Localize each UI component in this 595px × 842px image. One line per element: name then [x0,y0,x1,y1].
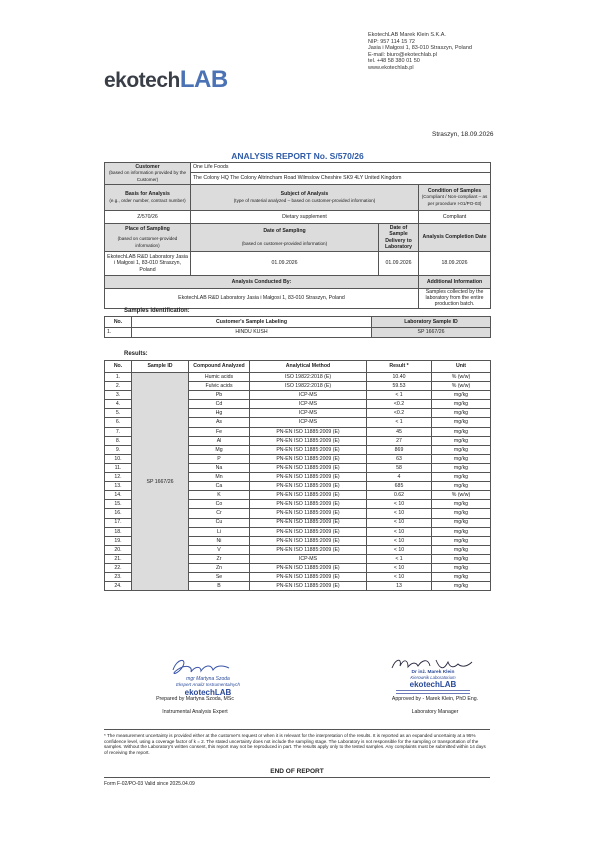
right-stamp [378,654,488,698]
result-cell-no: 11. [105,463,132,472]
result-cell-unit: % (w/w) [432,373,491,382]
customer-address: The Colony HQ The Colony Altrincham Road Wilmslow Cheshire SK9 4LY United Kingdom [191,173,491,185]
result-cell-unit: % (w/w) [432,382,491,391]
company-line: E-mail: biuro@ekotechlab.pl [368,51,437,58]
result-cell-method: PN-EN ISO 11885:2009 (E) [250,427,367,436]
result-cell-compound: Hg [189,409,250,418]
result-cell-value: < 10 [367,536,432,545]
result-cell-unit: mg/kg [432,436,491,445]
result-cell-value: <0.2 [367,400,432,409]
samples-cell-no: 1. [105,328,132,338]
table-row [105,373,491,382]
result-cell-method: PN-EN ISO 11885:2009 (E) [250,527,367,536]
result-cell-unit: mg/kg [432,582,491,591]
date-delivery-label: Date of Sample Delivery to Laboratory [379,224,419,252]
condition-label: Condition of Samples [427,188,482,195]
results-header-method: Analytical Method [250,361,367,373]
result-cell-method: ICP-MS [250,409,367,418]
left-stamp-line2: Ekspert Analiz Instrumentalnych [175,682,241,687]
result-cell-compound: Al [189,436,250,445]
result-cell-value: 0.62 [367,491,432,500]
result-cell-unit: mg/kg [432,500,491,509]
results-header-compound: Compound Analyzed [189,361,250,373]
uncertainty-footnote: * The measurement uncertainty is provided either at the customer's request or when it is relevant for the interpretation of the results. It is reported as an expanded uncertainty at a 95% confidence level, using a coverage factor of k = 2. The stated uncertainty does not include the sampling stage. The Laboratory is not responsible for the sampling or transportation of the samples. Without the Laboratory's written consent, this report may not be reproduced in part. The results apply only to the tested samples. Any complaints must be submitted within 14 days of receiving the report. [104,729,490,755]
result-cell-compound: Na [189,463,250,472]
date-sampling-label-cell [191,224,379,252]
samples-cell-labeling: HINDU KUSH [132,328,372,338]
result-cell-compound: K [189,491,250,500]
result-cell-value: 869 [367,445,432,454]
result-cell-no: 19. [105,536,132,545]
result-cell-compound: Cd [189,400,250,409]
logo-text-right: LAB [179,66,228,93]
condition-label-cell [419,185,491,211]
result-cell-method: PN-EN ISO 11885:2009 (E) [250,473,367,482]
company-line: Jasia i Małgosi 1, 83-010 Straszyn, Poland [368,45,472,52]
result-cell-no: 4. [105,400,132,409]
result-cell-value: 685 [367,482,432,491]
basis-label: Basis for Analysis [125,191,170,198]
subject-value: Dietary supplement [191,211,419,224]
result-cell-unit: mg/kg [432,536,491,545]
result-cell-unit: mg/kg [432,400,491,409]
result-cell-value: 45 [367,427,432,436]
samples-header-labeling: Customer's Sample Labeling [132,317,372,328]
result-cell-method: PN-EN ISO 11885:2009 (E) [250,518,367,527]
customer-label: Customer [135,164,160,171]
left-stamp-line1: mgr Martyna Szoda [186,676,230,682]
condition-value: Compliant [419,211,491,224]
result-cell-value: 4 [367,473,432,482]
samples-cell-lab-id: SP 1667/26 [372,328,491,338]
table-row [105,328,491,338]
place-label: Place of Sampling [125,226,170,233]
date-sampling-value: 01.09.2026 [191,252,379,276]
results-header-sample-id: Sample ID [132,361,189,373]
result-cell-unit: mg/kg [432,573,491,582]
result-cell-compound: Ca [189,482,250,491]
result-cell-method: ICP-MS [250,418,367,427]
result-cell-value: 27 [367,436,432,445]
result-cell-value: 58 [367,463,432,472]
result-cell-no: 10. [105,454,132,463]
basis-value: Z/570/26 [105,211,191,224]
date-sampling-sub: (based on customer-provided information) [241,240,328,246]
result-cell-method: PN-EN ISO 11885:2009 (E) [250,445,367,454]
completion-value: 18.09.2026 [419,252,491,276]
result-cell-method: ICP-MS [250,391,367,400]
result-cell-compound: As [189,418,250,427]
result-cell-compound: Se [189,573,250,582]
logo-text-left: ekotech [104,69,180,92]
customer-name: One Life Foods [191,163,491,173]
result-cell-unit: mg/kg [432,509,491,518]
result-cell-method: ICP-MS [250,554,367,563]
result-cell-value: < 1 [367,418,432,427]
result-cell-method: PN-EN ISO 11885:2009 (E) [250,436,367,445]
completion-label: Analysis Completion Date [419,224,491,252]
result-cell-method: ISO 19822:2018 (E) [250,382,367,391]
result-cell-no: 20. [105,545,132,554]
customer-label-cell [105,163,191,185]
results-header-unit: Unit [432,361,491,373]
result-cell-unit: mg/kg [432,463,491,472]
result-cell-no: 7. [105,427,132,436]
result-cell-compound: Fulvic acids [189,382,250,391]
result-cell-no: 23. [105,573,132,582]
right-role: Laboratory Manager [411,709,459,715]
date-delivery-value: 01.09.2026 [379,252,419,276]
additional-value: Samples collected by the laboratory from the entire production batch. [419,289,491,309]
result-cell-value: <0.2 [367,409,432,418]
result-cell-no: 6. [105,418,132,427]
result-cell-compound: Pb [189,391,250,400]
company-line: www.ekotechlab.pl [368,64,414,71]
left-role: Instrumental Analysis Expert [162,709,228,715]
samples-header-lab-id: Laboratory Sample ID [372,317,491,328]
result-cell-no: 18. [105,527,132,536]
right-approved: Approved by - Marek Klein, PhD Eng. [391,696,479,702]
company-logo [104,66,228,94]
samples-header-no: No. [105,317,132,328]
result-cell-unit: mg/kg [432,473,491,482]
additional-label: Additional Information [419,276,491,289]
company-line: tel. +48 58 380 01 50 [368,58,420,65]
result-cell-value: 13 [367,582,432,591]
samples-table [104,316,491,338]
result-cell-compound: Ni [189,536,250,545]
result-cell-no: 9. [105,445,132,454]
result-cell-compound: Fe [189,427,250,436]
samples-section-title: Samples identification: [124,308,190,314]
result-cell-no: 15. [105,500,132,509]
subject-label-cell [191,185,419,211]
subject-sub: (type of material analyzed – based on customer-provided information) [233,197,376,203]
company-line: EkotechLAB Marek Klein S.K.A. [368,32,446,38]
result-cell-no: 3. [105,391,132,400]
results-table [104,360,491,591]
result-cell-method: PN-EN ISO 11885:2009 (E) [250,463,367,472]
result-cell-method: PN-EN ISO 11885:2009 (E) [250,582,367,591]
result-cell-compound: Li [189,527,250,536]
result-cell-method: PN-EN ISO 11885:2009 (E) [250,500,367,509]
result-cell-value: < 1 [367,391,432,400]
result-cell-compound: Mn [189,473,250,482]
result-cell-compound: Cr [189,509,250,518]
result-cell-method: PN-EN ISO 11885:2009 (E) [250,536,367,545]
right-stamp-line1: Dr inż. Marek Klein [411,670,455,675]
results-section-title: Results: [124,351,148,357]
result-cell-compound: B [189,582,250,591]
result-cell-method: PN-EN ISO 11885:2009 (E) [250,491,367,500]
result-cell-compound: Co [189,500,250,509]
result-cell-unit: mg/kg [432,545,491,554]
result-cell-no: 2. [105,382,132,391]
result-cell-value: 63 [367,454,432,463]
result-cell-value: < 1 [367,554,432,563]
result-cell-unit: mg/kg [432,563,491,572]
right-stamp-line2: Kierownik Laboratorium [410,675,456,680]
place-date: Straszyn, 18.09.2026 [432,131,494,138]
result-cell-method: PN-EN ISO 11885:2009 (E) [250,482,367,491]
result-cell-method: PN-EN ISO 11885:2009 (E) [250,454,367,463]
conducted-label: Analysis Conducted By: [105,276,419,289]
result-cell-compound: Zn [189,563,250,572]
result-cell-unit: mg/kg [432,518,491,527]
left-prepared: Prepared by Martyna Szoda, MSc [156,696,234,702]
result-cell-no: 13. [105,482,132,491]
result-cell-unit: % (w/w) [432,491,491,500]
result-cell-unit: mg/kg [432,391,491,400]
basis-sub: (e.g., order number, contract number) [109,197,186,203]
result-cell-unit: mg/kg [432,482,491,491]
result-cell-compound: Mg [189,445,250,454]
stamp-divider [396,693,470,694]
result-cell-value: < 10 [367,518,432,527]
result-cell-no: 22. [105,563,132,572]
result-cell-compound: Zr [189,554,250,563]
place-sub: (based on customer-provided information) [117,236,178,248]
place-label-cell [105,224,191,252]
result-cell-value: < 10 [367,573,432,582]
result-cell-method: ISO 19822:2018 (E) [250,373,367,382]
end-of-report: END OF REPORT [104,768,490,778]
result-cell-value: < 10 [367,527,432,536]
result-cell-no: 14. [105,491,132,500]
place-value: EkotechLAB R&D Laboratory Jasia i Małgosi 1, 83-010 Straszyn, Poland [105,252,191,276]
form-id: Form F-02/PO-03 Valid since 2025.04.09 [104,781,195,787]
basis-label-cell [105,185,191,211]
conducted-value: EkotechLAB R&D Laboratory Jasia i Małgosi 1, 83-010 Straszyn, Poland [105,289,419,309]
report-info-table [104,162,491,309]
result-cell-compound: Cu [189,518,250,527]
result-cell-no: 12. [105,473,132,482]
result-cell-unit: mg/kg [432,554,491,563]
results-header-no: No. [105,361,132,373]
result-cell-no: 16. [105,509,132,518]
report-title: ANALYSIS REPORT No. S/570/26 [231,151,364,161]
result-cell-unit: mg/kg [432,427,491,436]
result-cell-no: 21. [105,554,132,563]
signature-szoda-icon [143,656,273,678]
result-cell-compound: Humic acids [189,373,250,382]
customer-sub: (based on information provided by the Customer) [108,170,187,182]
result-cell-compound: V [189,545,250,554]
date-sampling-label: Date of Sampling [263,228,306,235]
result-cell-value: 59.53 [367,382,432,391]
result-cell-method: ICP-MS [250,400,367,409]
result-cell-no: 24. [105,582,132,591]
result-cell-value: 10.40 [367,373,432,382]
result-cell-unit: mg/kg [432,445,491,454]
result-cell-no: 1. [105,373,132,382]
result-cell-no: 17. [105,518,132,527]
result-cell-value: < 10 [367,509,432,518]
result-cell-compound: P [189,454,250,463]
result-cell-value: < 10 [367,563,432,572]
result-cell-unit: mg/kg [432,527,491,536]
result-cell-unit: mg/kg [432,418,491,427]
left-stamp-logo: ekotechLAB [184,688,232,697]
result-cell-no: 5. [105,409,132,418]
result-cell-method: PN-EN ISO 11885:2009 (E) [250,563,367,572]
result-cell-value: < 10 [367,545,432,554]
subject-label: Subject of Analysis [280,191,329,198]
right-stamp-logo: ekotechLAB [409,680,457,689]
result-cell-method: PN-EN ISO 11885:2009 (E) [250,573,367,582]
result-cell-method: PN-EN ISO 11885:2009 (E) [250,509,367,518]
result-cell-unit: mg/kg [432,454,491,463]
result-cell-method: PN-EN ISO 11885:2009 (E) [250,545,367,554]
condition-sub: (Compliant / Non-compliant – as per procedure I-01/PO-03) [421,194,488,206]
result-cell-no: 8. [105,436,132,445]
results-header-result: Result * [367,361,432,373]
result-cell-unit: mg/kg [432,409,491,418]
company-info [368,32,472,72]
result-cell-value: < 10 [367,500,432,509]
company-line: NIP: 957 114 15 72 [368,38,415,45]
stamp-divider [396,690,470,691]
result-cell-sample-id: SP 1667/26 [132,373,189,591]
